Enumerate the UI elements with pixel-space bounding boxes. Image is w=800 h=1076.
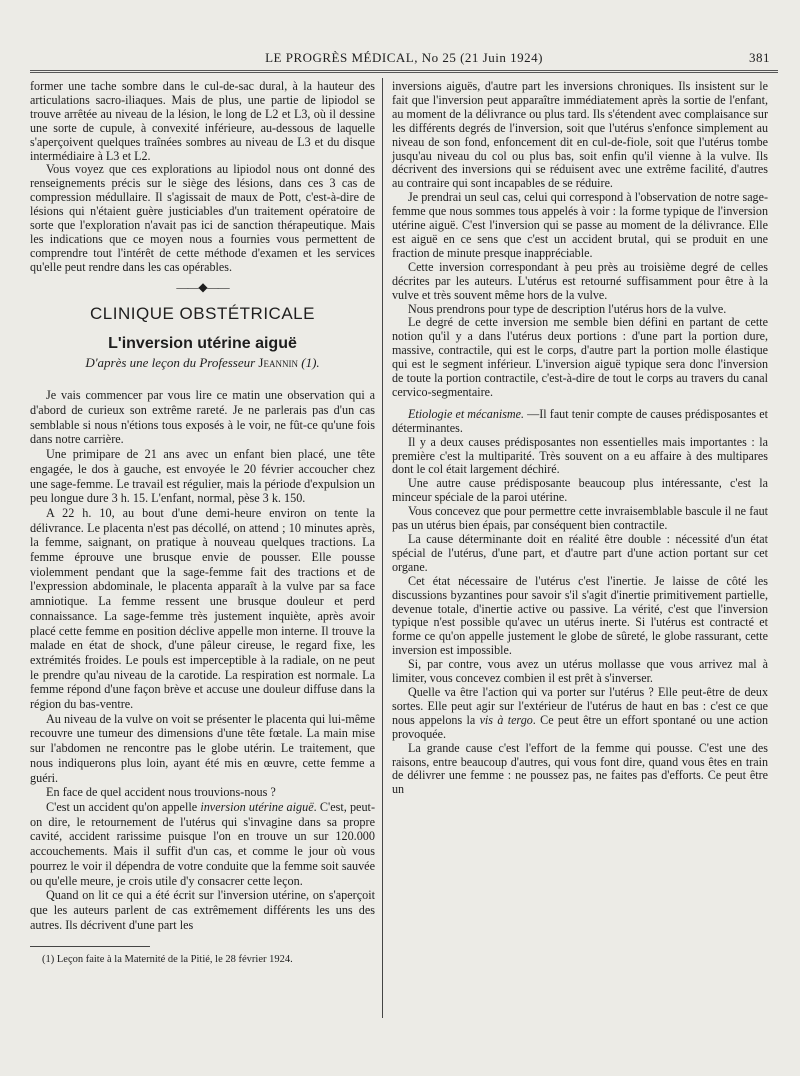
footnote-rule — [30, 946, 150, 947]
footnote: (1) Leçon faite à la Maternité de la Pitié, le 28 février 1924. — [42, 954, 293, 966]
paragraph: inversions aiguës, d'autre part les inversions chroniques. Ils insistent sur le fait que l'inversion peut apparaître immédiatement après la sortie de l'enfant, au moment de la délivrance ou plus tard. Ils s'étendent avec complaisance sur les différents degrés de l'inversion, soit que l'utérus s'enfonce simplement au niveau de son fond, enfoncement dit en cul-de-fiole, soit que l'utérus tombe jusqu'au niveau du col ou plus bas, soit enfin qu'il vienne à la vulve. Ils décrivent des inversions qui se réduisent avec une extrême facilité, d'autres au contraire qui sont incapables de se réduire. — [392, 79, 768, 191]
running-title: LE PROGRÈS MÉDICAL, No 25 (21 Juin 1924) — [265, 50, 543, 65]
author-name: Jeannin — [258, 355, 298, 371]
emphasis-text: inversion utérine aiguë — [200, 800, 314, 814]
paragraph: Une primipare de 21 ans avec un enfant bien placé, une tête engagée, le dos à gauche, est envoyée le 20 février accoucher chez une sage-femme. Le travail est régulier, mais la période d'expulsion un peu longue dure 3 h. 15. L'enfant, normal, pèse 3 k. 150. — [30, 447, 375, 506]
paragraph-text: . Ce peut être un effort spontané ou une action provoquée. — [392, 712, 768, 741]
page-number: 381 — [749, 50, 770, 65]
paragraph: Je vais commencer par vous lire ce matin une observation qui a d'abord de curieux son extrême rareté. Je ne parlerais pas d'un cas semblable si nous n'étions tous exposés à le voir, ne fût-ce qu'une fois dans notre carrière. — [30, 388, 375, 447]
paragraph: Le degré de cette inversion me semble bien défini en partant de cette notion qu'il y a dans l'utérus deux portions : d'une part la portion dure, massive, contractile, qui est le corps, d'autre part la portion molle élastique qui est le segment inférieur. L'inversion aiguë typique sera donc l'inversion de toute la portion contractile, c'est-à-dire de tout le corps au travers du canal cervico-segmentaire. — [392, 315, 768, 399]
paragraph: Au niveau de la vulve on voit se présenter le placenta qui lui-même recouvre une tumeur des dimensions d'une tête fœtale. La main mise sur l'abdomen ne rencontre pas le globe utérin. Le traitement, que nous indiquerons plus loin, ayant été mis en œuvre, cette femme a guéri. — [30, 711, 375, 785]
footnote-ref: (1). — [297, 355, 320, 371]
paragraph — [392, 686, 768, 742]
paragraph: Vous voyez que ces explorations au lipiodol nous ont donné des renseignements précis sur le siège des lésions, dans ces 3 cas de compression médullaire. Il s'agissait de maux de Pott, c'est-à-dire de lésions qui n'étaient guère justiciables d'un traitement opératoire de sorte que l'exploration n'avait pas ici de sanction thérapeutique. Mais les indications que ce moyen nous a fournies vous permettent de comprendre tout l'intérêt de cette méthode d'examen et les services qu'elle peut rendre dans les cas opérables. — [30, 162, 375, 274]
header-rule — [30, 70, 778, 73]
paragraph-text: C'est un accident qu'on appelle — [46, 800, 201, 814]
paragraph: Une autre cause prédisposante beaucoup plus intéressante, c'est la minceur spéciale de la paroi utérine. — [392, 476, 768, 505]
article-subtitle — [30, 356, 375, 370]
paragraph: Quand on lit ce qui a été écrit sur l'inversion utérine, on s'aperçoit que les auteurs parlent de cas extrêmement différents les uns des autres. Ils décrivent d'une part les — [30, 888, 375, 932]
paragraph-text: . C'est, peut-on dire, le retournement de l'utérus qui s'invagine dans sa propre cavité, accident rarissime puisque l'on en trouve un sur 120.000 accouchements. Mais il suffit d'un cas, et comme le jour où vous pourrez le voir il dépendra de votre conduite que la femme soit sauvée ou qu'elle meure, je crois utile d'y consacrer cette leçon. — [30, 800, 375, 888]
paragraph: Nous prendrons pour type de description l'utérus hors de la vulve. — [408, 301, 727, 316]
article-title: L'inversion utérine aiguë — [108, 334, 297, 352]
paragraph: former une tache sombre dans le cul-de-sac dural, à la hauteur des articulations sacro-iliaques. Mais de plus, une partie de lipiodol se trouve arrêtée au niveau de la lésion, le long de L2 et L3, où il dessine une sorte de cupule, à convexité inférieure, au-dessous de laquelle s'aperçoivent quelques traînées sombres au niveau de L3 et du disque intermédiaire à L3 et L2. — [30, 79, 375, 163]
right-column — [392, 80, 768, 797]
subtitle-text: D'après une leçon du Professeur — [85, 355, 259, 371]
paragraph: Vous concevez que pour permettre cette invraisemblable bascule il ne faut pas un utérus bien épais, par conséquent bien contractile. — [392, 504, 768, 533]
emphasis-text: vis à tergo — [479, 712, 533, 727]
running-header — [30, 50, 778, 72]
paragraph: La grande cause c'est l'effort de la femme qui pousse. C'est une des raisons, entre beaucoup d'autres, qui vous font dire, quand vous êtes en train de délivrer une femme : ne poussez pas, ne faites pas d'efforts. Ce peut être un — [392, 740, 768, 797]
paragraph: Si, par contre, vous avez un utérus mollasse que vous arrivez mal à limiter, vous concevez combien il est prêt à s'inverser. — [392, 657, 768, 686]
paragraph: Cet état nécessaire de l'utérus c'est l'inertie. Je laisse de côté les discussions byzantines pour savoir s'il s'agit d'inertie primitivement partielle, devenue totale, d'inertie active ou passive. La vérité, c'est que l'inversion typique n'est possible qu'avec un utérus inerte. Si l'utérus est contracté et forme ce qu'on appelle justement le globe de sûreté, le globe rassurant, cette inversion est impossible. — [392, 573, 768, 658]
paragraph: A 22 h. 10, au bout d'une demi-heure environ on tente la délivrance. Le placenta n'est pas décollé, on attend ; 10 minutes après, la femme, saignant, on pratique à nouveau quelques tractions. La femme éprouve une brusque envie de pousser. Elle pousse violemment pendant que la sage-femme fait des tractions et de l'expression abdominale, le placenta apparaît à la vulve par sa face amniotique. La femme ressent une brusque douleur et perd connaissance. La sage-femme très justement inquiète, après avoir placé cette femme en position déclive appelle mon interne. Il trouve la malade en état de shock, d'une pâleur cireuse, le regard fixe, les extrémités froides. Le pouls est imperceptible à la radiale, on ne peut le prendre qu'au niveau de la carotide. La respiration est normale. La femme répond d'une façon brève et accuse une douleur diffuse dans la région du bas-ventre. — [30, 505, 375, 712]
section-title: CLINIQUE OBSTÉTRICALE — [90, 303, 315, 323]
paragraph — [392, 408, 768, 436]
article-body — [30, 388, 375, 932]
column-divider — [382, 78, 383, 1018]
paragraph — [30, 800, 375, 888]
paragraph: Il y a deux causes prédisposantes non essentielles mais importantes : la première c'est la multiparité. Très souvent on a eu affaire à des multipares dont le col était largement déchiré. — [392, 434, 768, 477]
paragraph-text: Quelle va être l'action qui va porter sur l'utérus ? Elle peut-être de deux sortes. Elle peut agir sur l'extérieur de l'utérus de haut en bas : c'est ce que nous appelons la — [392, 684, 768, 727]
subsection-heading: Etiologie et mécanisme. — [408, 406, 525, 421]
paragraph: Cette inversion correspondant à peu près au troisième degré de celles décrites par les auteurs. L'utérus est retourné suffisamment pour être à la vulve et très souvent même hors de la vulve. — [392, 259, 768, 302]
paragraph: La cause déterminante doit en réalité être double : nécessité d'un état spécial de l'utérus, d'une part, et d'autre part d'une action portant sur cet organe. — [392, 532, 768, 574]
paragraph-text: —Il faut tenir compte de causes prédisposantes et déterminantes. — [392, 406, 768, 435]
paragraph: Je prendrai un seul cas, celui qui correspond à l'observation de notre sage-femme que nous sommes tous appelés à voir : la forme typique de l'inversion utérine aiguë. C'est l'inversion qui se passe au moment de la délivrance. Elle est aiguë en ce sens que c'est un accident brutal, qui se produit en une fraction de minute presque inappréciable. — [392, 190, 768, 260]
paragraph: En face de quel accident nous trouvions-nous ? — [46, 785, 276, 800]
left-column — [30, 80, 375, 967]
ornament-divider: ——◆—— — [176, 279, 229, 294]
